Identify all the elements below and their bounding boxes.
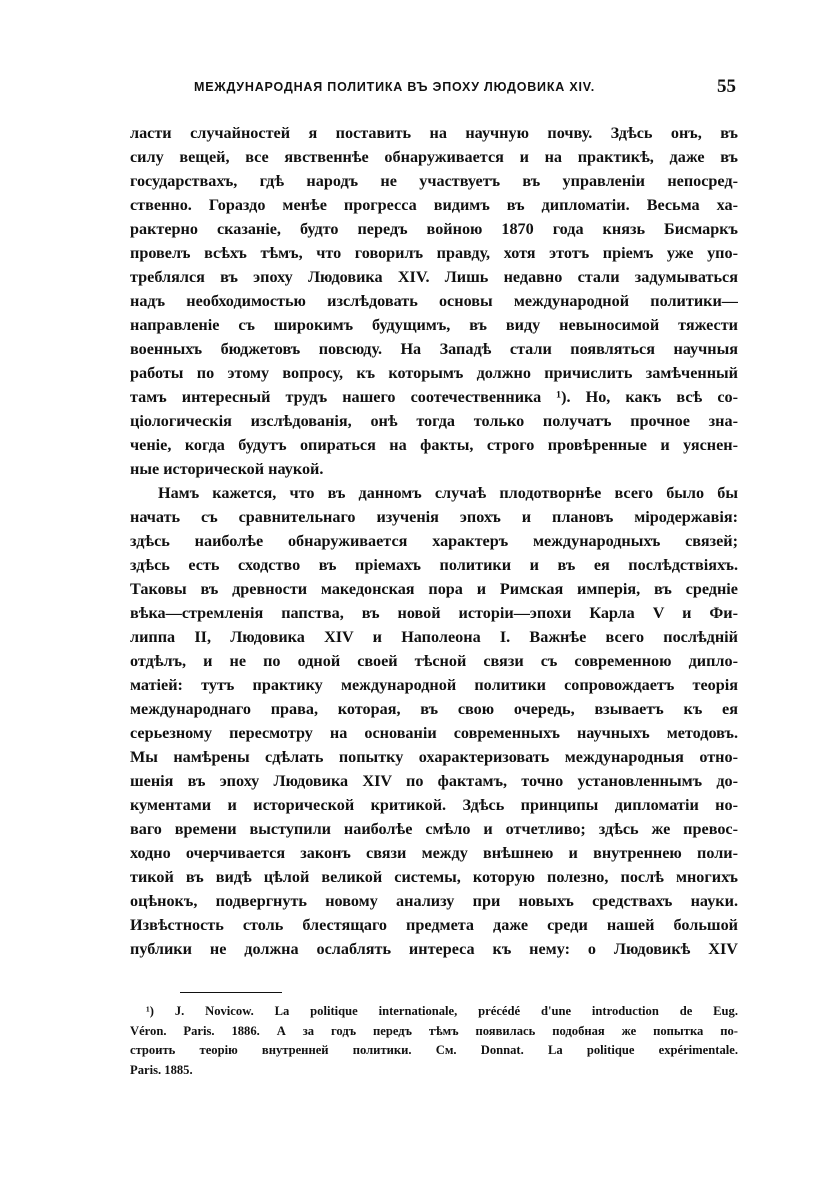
text-line: государствахъ, гдѣ народъ не участвуетъ въ управленіи непосред- — [130, 172, 738, 190]
text-line: липпа II, Людовика XIV и Наполеона I. Важнѣе всего послѣдній — [130, 628, 738, 646]
text-line: кументами и исторической критикой. Здѣсь принципы дипломатіи но- — [130, 796, 738, 814]
text-line: здѣсь наиболѣе обнаруживается характеръ международныхъ связей; — [130, 532, 738, 550]
footnotes — [130, 1002, 738, 1080]
text-line: Таковы въ древности македонская пора и Римская имперія, въ средніе — [130, 580, 738, 598]
running-title: МЕЖДУНАРОДНАЯ ПОЛИТИКА ВЪ ЭПОХУ ЛЮДОВИКА XIV. — [194, 80, 596, 94]
footnote-line: строить теорію внутренней политики. См. Donnat. La politique expérimentale. — [130, 1043, 738, 1057]
footnote-line: ¹) J. Novicow. La politique internationale, précédé d'une introduction de Eug. — [146, 1004, 738, 1018]
text-line: оцѣнокъ, подвергнуть новому анализу при новыхъ средствахъ науки. — [130, 892, 738, 910]
text-line: ціологическія изслѣдованія, онѣ тогда только получатъ прочное зна- — [130, 412, 738, 430]
text-line: надъ необходимостью изслѣдовать основы международной политики— — [130, 292, 738, 310]
text-line: ченіе, когда будутъ опираться на факты, строго провѣренные и уяснен- — [130, 436, 738, 454]
text-line: рактерно сказаніе, будто передъ войною 1870 года князь Бисмаркъ — [130, 220, 738, 238]
text-line: ственно. Гораздо менѣе прогресса видимъ въ дипломатіи. Весьма ха- — [130, 196, 738, 214]
footnote-line: Paris. 1885. — [130, 1062, 193, 1077]
text-line: ные исторической наукой. — [130, 460, 324, 478]
text-line: работы по этому вопросу, къ которымъ должно причислить замѣченный — [130, 364, 738, 382]
text-line: тамъ интересный трудъ нашего соотечественника ¹). Но, какъ всѣ со- — [130, 388, 738, 406]
text-line: матіей: тутъ практику международной политики сопровождаетъ теорія — [130, 676, 738, 694]
text-line: шенія въ эпоху Людовика XIV по фактамъ, точно установленнымъ до- — [130, 772, 738, 790]
text-line: ласти случайностей я поставить на научную почву. Здѣсь онъ, въ — [130, 124, 738, 142]
body-text — [130, 121, 738, 961]
page-number: 55 — [717, 76, 736, 97]
text-line: провелъ всѣхъ тѣмъ, что говорилъ правду, хотя этотъ пріемъ уже упо- — [130, 244, 738, 262]
text-line: направленіе съ широкимъ будущимъ, въ виду невыносимой тяжести — [130, 316, 738, 334]
text-line: вѣка—стремленія папства, въ новой исторіи—эпохи Карла V и Фи- — [130, 604, 738, 622]
text-line: треблялся въ эпоху Людовика XIV. Лишь недавно стали задумываться — [130, 268, 738, 286]
text-line: публики не должна ослаблять интереса къ нему: о Людовикѣ XIV — [130, 940, 738, 958]
footnote-divider — [180, 992, 282, 993]
text-line: военныхъ бюджетовъ повсюду. На Западѣ стали появляться научныя — [130, 340, 738, 358]
footnote-line: Véron. Paris. 1886. А за годъ передъ тѣмъ появилась подобная же попытка по- — [130, 1023, 738, 1038]
text-line: силу вещей, все явственнѣе обнаруживается и на практикѣ, даже въ — [130, 148, 738, 166]
text-line: серьезному пересмотру на основаніи современныхъ научныхъ методовъ. — [130, 724, 738, 742]
text-line: начать съ сравнительнаго изученія эпохъ и плановъ міродержавія: — [130, 508, 738, 526]
text-line: отдѣлъ, и не по одной своей тѣсной связи съ современною дипло- — [130, 652, 738, 670]
text-line: ваго времени выступили наиболѣе смѣло и отчетливо; здѣсь же превос- — [130, 820, 738, 838]
text-line: Мы намѣрены сдѣлать попытку охарактеризовать международныя отно- — [130, 748, 738, 766]
text-line: Намъ кажется, что въ данномъ случаѣ плодотворнѣе всего было бы — [158, 484, 738, 502]
text-line: международнаго права, которая, въ свою очередь, взываетъ къ ея — [130, 700, 738, 718]
text-line: ходно очерчивается законъ связи между внѣшнею и внутреннею поли- — [130, 844, 738, 862]
running-head — [136, 76, 736, 106]
text-line: тикой въ видѣ цѣлой великой системы, которую полезно, послѣ многихъ — [130, 868, 738, 886]
text-line: Извѣстность столь блестящаго предмета даже среди нашей большой — [130, 916, 738, 934]
text-line: здѣсь есть сходство въ пріемахъ политики и въ ея послѣдствіяхъ. — [130, 556, 738, 574]
